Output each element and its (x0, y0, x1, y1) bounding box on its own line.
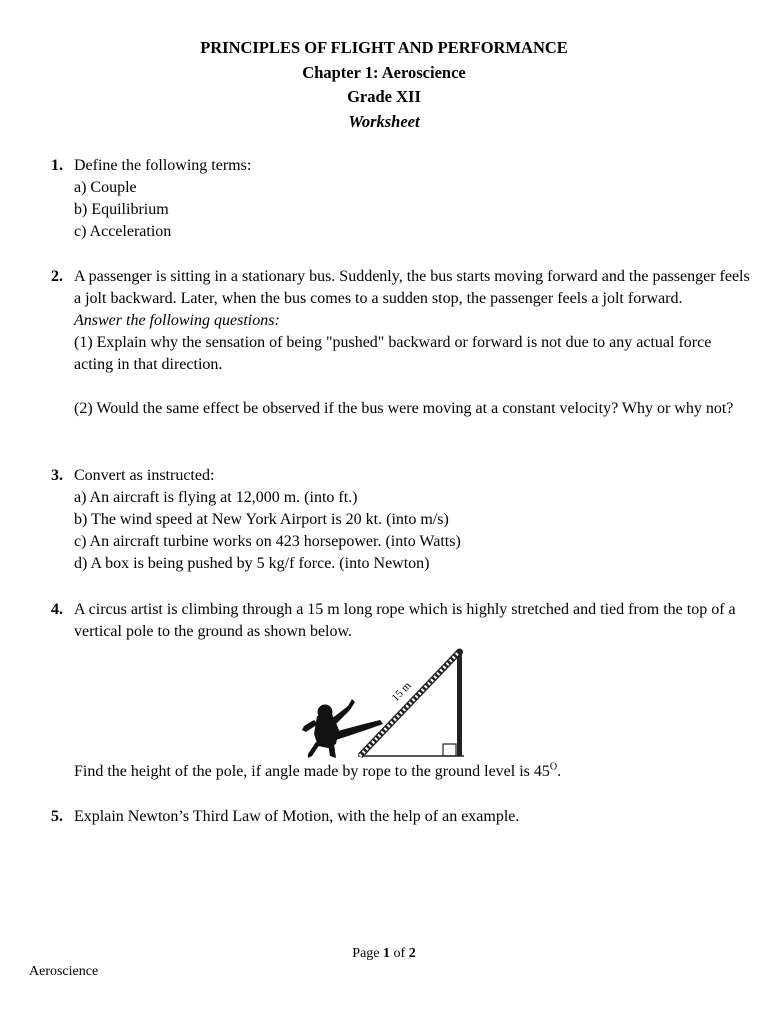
question-number: 5. (51, 808, 63, 825)
rope-length-label: 15 m (389, 679, 414, 705)
question-line: a) Couple (74, 179, 137, 196)
footer-label: Aeroscience (29, 964, 99, 979)
question-1 (51, 155, 751, 243)
question-text: Explain Newton’s Third Law of Motion, with the help of an example. (74, 808, 520, 825)
question-2 (51, 266, 751, 420)
degree-symbol: O (549, 761, 558, 773)
rope-pole-figure (300, 644, 470, 760)
question-line: Convert as instructed: (74, 467, 215, 484)
question-followup-text: Find the height of the pole, if angle made by rope to the ground level is $45^O$. (74, 761, 562, 780)
question-part: (2) Would the same effect be observed if the bus were moving at a constant velocity? Why or why not? (74, 400, 734, 417)
question-line: b) The wind speed at New York Airport is 20 kt. (into m/s) (74, 511, 449, 528)
question-4 (51, 599, 751, 643)
question-line: c) Acceleration (74, 223, 172, 240)
chapter-title: Chapter 1: Aeroscience (302, 62, 466, 82)
question-line: Define the following terms: (74, 157, 252, 174)
question-part: (1) Explain why the sensation of being "pushed" backward or forward is not due to any actual force acting in that direction. (74, 334, 712, 373)
question-line: c) An aircraft turbine works on 423 horsepower. (into Watts) (74, 533, 461, 550)
question-4-followup (51, 761, 751, 783)
question-number: 4. (51, 601, 63, 618)
page-number: Page 1 of 2 (352, 946, 416, 961)
question-number: 2. (51, 268, 63, 285)
question-5 (51, 806, 751, 828)
document-title: PRINCIPLES OF FLIGHT AND PERFORMANCE (200, 38, 568, 57)
question-line: b) Equilibrium (74, 201, 169, 218)
question-3 (51, 465, 751, 575)
pole (457, 652, 462, 756)
question-line: a) An aircraft is flying at 12,000 m. (into ft.) (74, 489, 358, 506)
question-line: d) A box is being pushed by 5 kg/f force. (into Newton) (74, 555, 430, 572)
question-stem: A circus artist is climbing through a 15 m long rope which is highly stretched and tied from the top of a vertical pole to the ground as shown below. (74, 601, 736, 640)
right-angle-marker (443, 744, 456, 756)
worksheet-label: Worksheet (348, 111, 420, 131)
document-header (0, 36, 768, 134)
question-number: 1. (51, 157, 63, 174)
grade-label: Grade XII (347, 87, 421, 106)
question-number: 3. (51, 467, 63, 484)
rope-pole-diagram (300, 644, 470, 760)
artist-silhouette (302, 699, 383, 758)
question-stem: A passenger is sitting in a stationary bus. Suddenly, the bus starts moving forward and the passenger feels a jolt backward. Later, when the bus comes to a sudden stop, the passenger feels a jolt forward. (74, 268, 750, 307)
rope (360, 652, 459, 756)
question-instruction: Answer the following questions: (74, 312, 280, 329)
